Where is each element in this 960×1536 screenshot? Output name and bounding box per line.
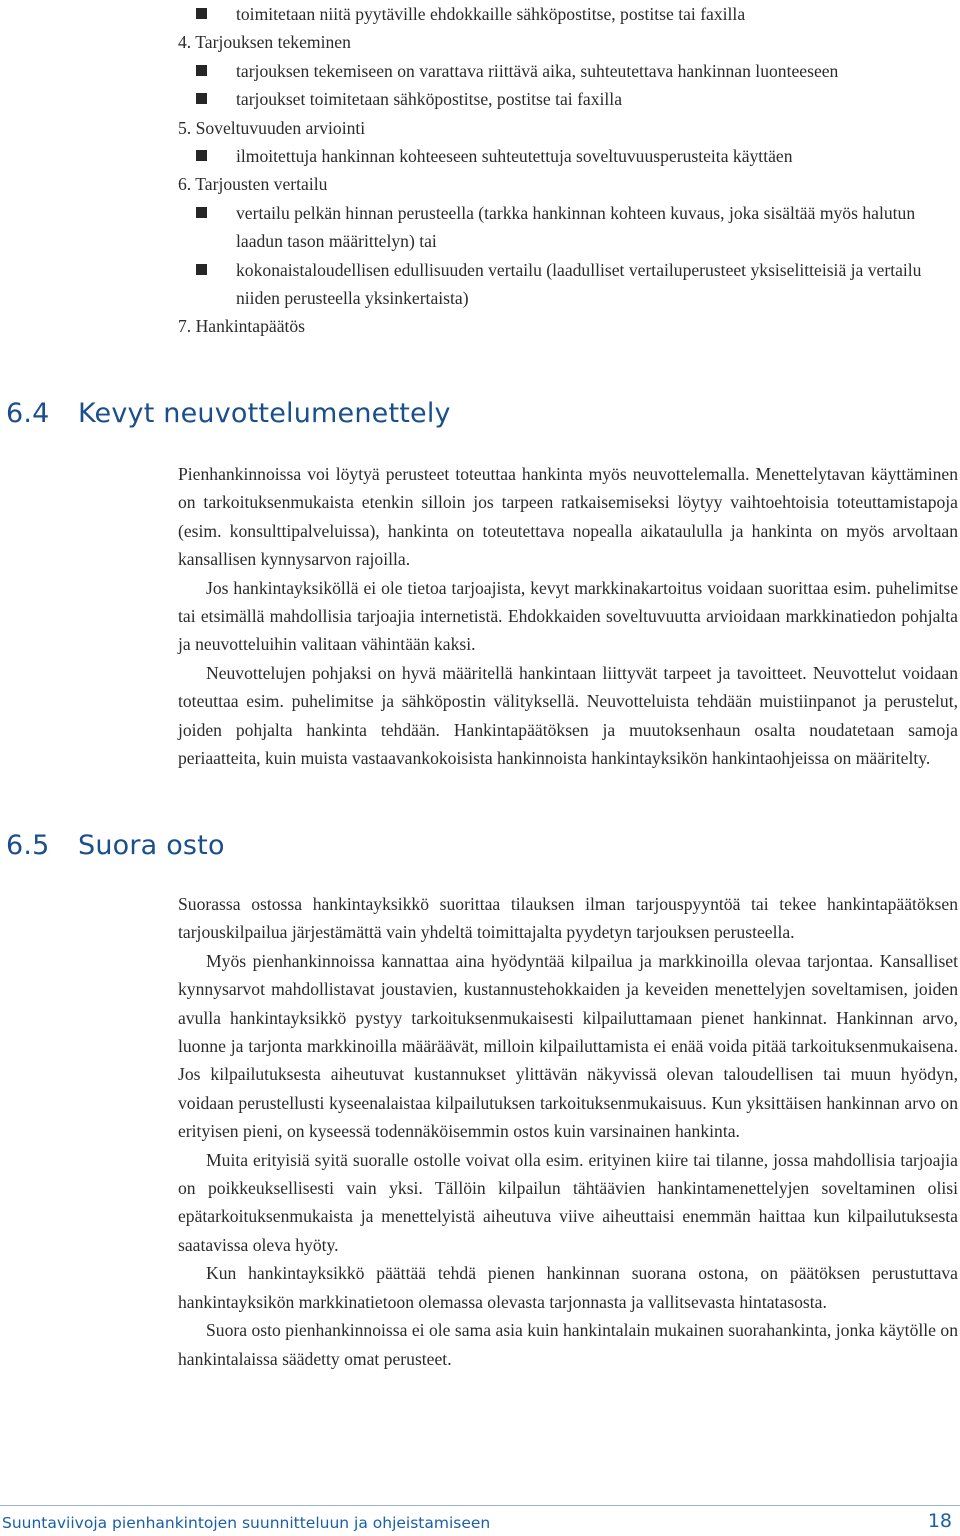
list-item (178, 199, 958, 256)
list-item (178, 85, 958, 113)
list-item-text: tarjoukset toimitetaan sähköpostitse, postitse tai faxilla (236, 89, 623, 110)
list-item (178, 0, 958, 28)
square-bullet-icon (196, 93, 207, 104)
paragraph: Kun hankintayksikkö päättää tehdä pienen hankinnan suorana ostona, on päätöksen perustuttava hankintayksikön markkinatietoon olemassa olevasta tarjonnasta ja vallitsevasta hintatasosta. (178, 1263, 958, 1312)
square-bullet-icon (196, 8, 207, 19)
list-item (178, 256, 958, 313)
section-body-6-4 (178, 460, 958, 772)
paragraph: Myös pienhankinnoissa kannattaa aina hyödyntää kilpailua ja markkinoilla olevaa tarjontaa. Kansalliset kynnysarvot mahdollistavat joustavien, kustannustehokkaiden ja keveiden menettelyjen soveltamisen, joiden avulla hankintayksikkö pystyy tarkoituksenmukaisesti kilpailuttamaan pienet hankinnat. Hankinnan arvo, luonne ja tarjonta markkinoilla määräävät, milloin kilpailuttamista ei enää voida pitää tarkoituksenmukaisena. Jos kilpailutuksesta aiheutuvat kustannukset ylittävän näkyvissä olevan taloudellisen tai muun hyödyn, voidaan perustellusti kyseenalaistaa kilpailutuksen tarkoituksenmukaisuus. Kun yksittäisen hankinnan arvo on erityisen pieni, on kyseessä todennäköisemmin ostos kuin varsinainen hankinta. (178, 950, 958, 1142)
square-bullet-icon (196, 264, 207, 275)
section-body-6-5 (178, 890, 958, 1373)
paragraph: Suora osto pienhankinnoissa ei ole sama asia kuin hankintalain mukainen suorahankinta, jonka käytölle on hankintalaissa säädetty omat perusteet. (178, 1320, 958, 1369)
footer-title: Suuntaviivoja pienhankintojen suunnitteluun ja ohjeistamiseen (2, 1514, 491, 1532)
list-item-text: ilmoitettuja hankinnan kohteeseen suhteutettuja soveltuvuusperusteita käyttäen (236, 146, 793, 167)
step-heading-4: 4. Tarjouksen tekeminen (178, 32, 351, 53)
square-bullet-icon (196, 207, 207, 218)
paragraph: Jos hankintayksiköllä ei ole tietoa tarjoajista, kevyt markkinakartoitus voidaan suorittaa esim. puhelimitse tai etsimällä mahdollisia tarjoajia internetistä. Ehdokkaiden soveltuvuutta arvioidaan markkinatiedon pohjalta ja neuvotteluihin valitaan vähintään kaksi. (178, 577, 958, 655)
list-item-text: tarjouksen tekemiseen on varattava riittävä aika, suhteutettava hankinnan luonteeseen (236, 60, 839, 81)
page-number: 18 (927, 1510, 952, 1532)
step-heading-6: 6. Tarjousten vertailu (178, 174, 328, 195)
procedure-steps-list (178, 0, 958, 341)
list-item-text: toimitetaan niitä pyytäville ehdokkaille sähköpostitse, postitse tai faxilla (236, 4, 746, 24)
section-heading-6-4 (6, 398, 451, 429)
square-bullet-icon (196, 65, 207, 76)
list-item-text: kokonaistaloudellisen edullisuuden vertailu (laadulliset vertailuperusteet yksiselitteisiä ja vertailu niiden perusteella yksinkertaista) (236, 259, 922, 309)
list-item (178, 142, 958, 170)
step-heading-5: 5. Soveltuvuuden arviointi (178, 117, 366, 138)
paragraph: Muita erityisiä syitä suoralle ostolle voivat olla esim. erityinen kiire tai tilanne, jossa mahdollisia tarjoajia on poikkeuksellisesti vain yksi. Tällöin kilpailun tähtäävien hankintamenettelyjen soveltaminen olisi epätarkoituksenmukaista ja menettelyistä aiheutuva viive aiheuttaisi enemmän haittaa kun kilpailutuksesta saatavissa oleva hyöty. (178, 1149, 958, 1255)
section-number: 6.5 (6, 830, 50, 861)
paragraph: Pienhankinnoissa voi löytyä perusteet toteuttaa hankinta myös neuvottelemalla. Menettelytavan käyttäminen on tarkoituksenmukaista etenkin silloin jos tarpeen ratkaisemiseksi löytyy vaihtoehtoisia toteuttamistapoja (esim. konsulttipalveluissa), hankinta on toteutettava nopealla aikataululla ja hankinta on myös arvoltaan kansallisen kynnysarvon rajoilla. (178, 464, 958, 570)
footer-divider (0, 1505, 960, 1506)
paragraph: Neuvottelujen pohjaksi on hyvä määritellä hankintaan liittyvät tarpeet ja tavoitteet. Neuvottelut voidaan toteuttaa esim. puhelimitse ja sähköpostin välityksellä. Neuvotteluista tehdään muistiinpanot ja perustelut, joiden pohjalta hankinta tehdään. Hankintapäätöksen ja muutoksenhaun osalta noudatetaan samoja periaatteita, kuin muista vastaavankokoisista hankinnoista hankintayksikön hankintaohjeissa on määritelty. (178, 662, 958, 769)
section-heading-6-5 (6, 830, 225, 861)
section-title: Kevyt neuvottelumenettely (78, 398, 451, 429)
square-bullet-icon (196, 150, 207, 161)
step-heading-7: 7. Hankintapäätös (178, 316, 306, 337)
list-item (178, 57, 958, 85)
paragraph: Suorassa ostossa hankintayksikkö suorittaa tilauksen ilman tarjouspyyntöä tai tekee hankintapäätöksen tarjouskilpailua järjestämättä vain yhdeltä toimittajalta pyydetyn tarjouksen perusteella. (178, 894, 958, 943)
list-item-text: vertailu pelkän hinnan perusteella (tarkka hankinnan kohteen kuvaus, joka sisältää myös halutun laadun tason määrittelyn) tai (236, 202, 916, 252)
section-title: Suora osto (78, 830, 225, 861)
section-number: 6.4 (6, 398, 50, 429)
